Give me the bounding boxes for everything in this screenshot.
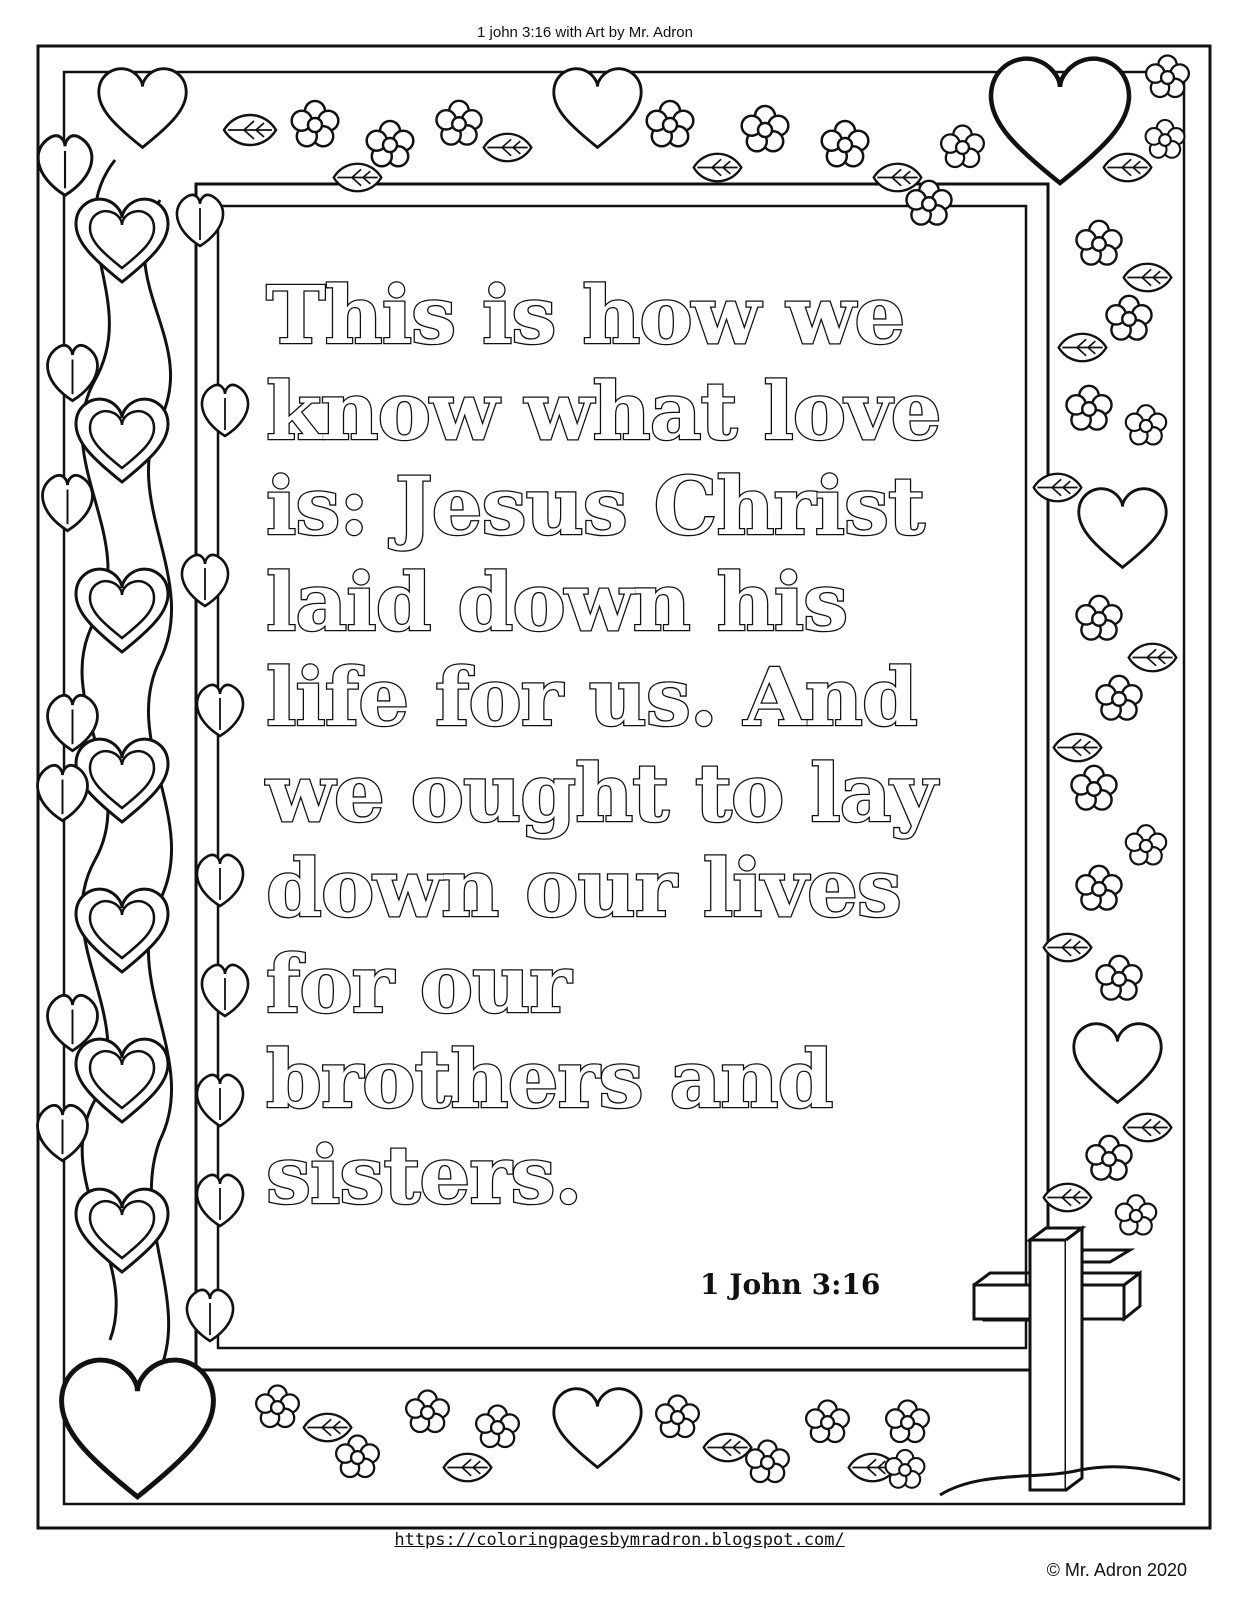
top-border-flowers: [99, 56, 1189, 225]
verse-line: know what love: [266, 363, 941, 458]
left-vine: [38, 136, 249, 1497]
verse-line: sisters.: [266, 1127, 582, 1222]
verse-line: we ought to lay: [266, 745, 936, 840]
website-url[interactable]: https://coloringpagesbymradron.blogspot.com/: [394, 1530, 845, 1550]
verse-line: brothers and: [266, 1032, 833, 1126]
copyright-notice: © Mr. Adron 2020: [1046, 1560, 1187, 1580]
verse-line: is: Jesus Christ: [266, 459, 925, 553]
cross-icon: [940, 1228, 1180, 1495]
page-caption: 1 john 3:16 with Art by Mr. Adron: [477, 24, 693, 41]
bottom-border-flowers: [256, 1386, 929, 1488]
verse-line: for our: [266, 936, 571, 1031]
verse-line: life for us. And: [266, 650, 917, 744]
right-border-flowers: [1034, 221, 1177, 1235]
verse-line: This is how we: [266, 268, 905, 362]
verse-line: down our lives: [266, 841, 901, 935]
verse-line: laid down his: [266, 554, 848, 649]
bible-verse-text: [266, 268, 996, 1223]
verse-reference: 1 John 3:16: [700, 1268, 881, 1301]
